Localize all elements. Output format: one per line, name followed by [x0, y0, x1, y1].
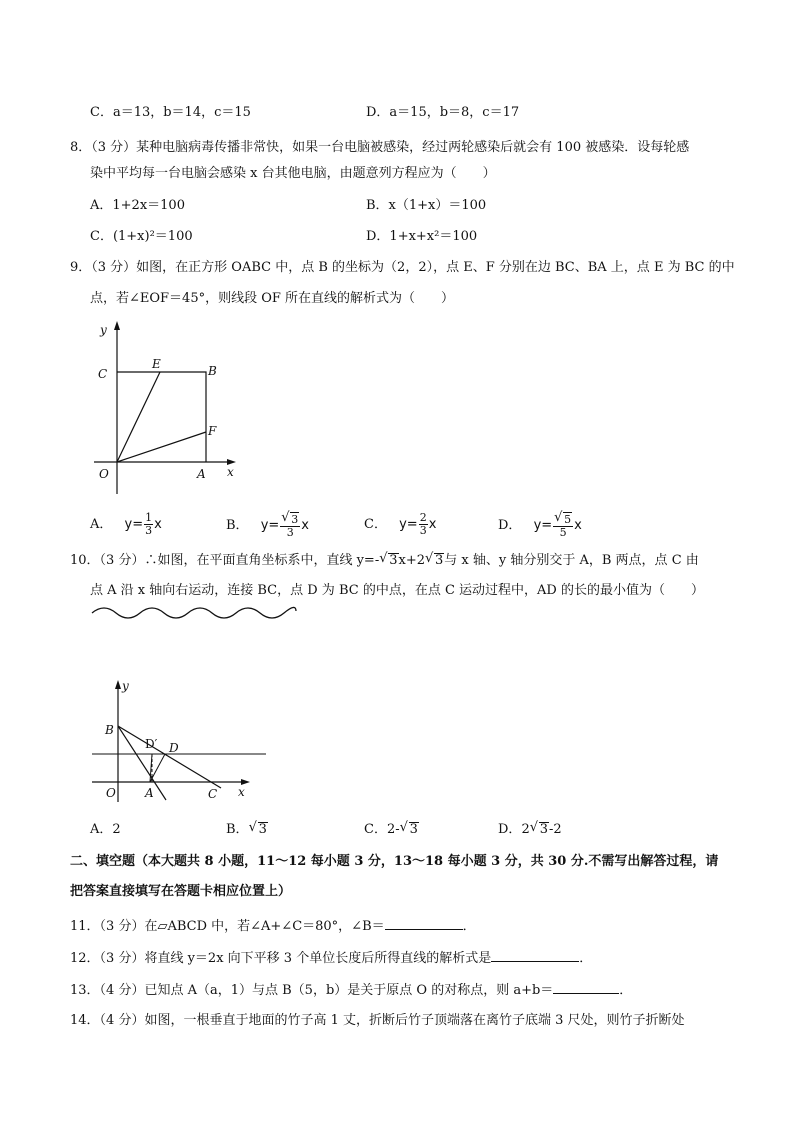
- q10-option-a: A．2: [90, 822, 121, 837]
- label-a: A: [197, 467, 206, 481]
- q13: 13．（4 分）已知点 A（a，1）与点 B（5，b）是关于原点 O 的对称点，则 a+b＝ ．: [70, 983, 633, 998]
- q8-stem-line1: 8．（3 分）某种电脑病毒传播非常快，如果一台电脑被感染，经过两轮感染后就会有 100 被感染．设每轮感: [70, 140, 690, 155]
- q8-option-a: A．1+2x＝100: [90, 198, 185, 213]
- wavy-line: [90, 603, 300, 623]
- q10-figure: [88, 674, 270, 806]
- q10-stem-line1: 10．（3 分）∴如图，在平面直角坐标系中，直线 y=-√ 3x+2√ 3与 x 轴、y 轴分别交于 A，B 两点，点 C 由: [70, 553, 699, 569]
- q11: 11．（3 分）在▱ABCD 中，若∠A+∠C＝80°，∠B＝ ．: [70, 919, 476, 934]
- q10-stem-line2: 点 A 沿 x 轴向右运动，连接 BC，点 D 为 BC 的中点，在点 C 运动过程中，AD 的长的最小值为（ ）: [90, 583, 704, 598]
- q7-option-d: D．a＝15，b＝8，c＝17: [366, 105, 520, 120]
- q9-stem-line2: 点，若∠EOF＝45°，则线段 OF 所在直线的解析式为（ ）: [90, 291, 455, 306]
- label-x: x: [227, 465, 234, 479]
- q11-answer-blank[interactable]: [385, 917, 463, 930]
- label-b: B: [208, 364, 217, 378]
- square-oabc: [117, 372, 206, 462]
- section2-heading-line1: 二、填空题（本大题共 8 小题，11～12 每小题 3 分，13～18 每小题 3 分，共 30 分.不需写出解答过程，请: [70, 854, 719, 869]
- label-o: O: [106, 786, 116, 800]
- segment-oe: [117, 372, 160, 462]
- q9-figure: [90, 318, 250, 500]
- q8-stem-line2: 染中平均每一台电脑会感染 x 台其他电脑，由题意列方程应为（ ）: [90, 166, 496, 181]
- label-y: y: [122, 679, 129, 693]
- y-axis-arrow-icon: [115, 680, 121, 689]
- segment-ad: [150, 754, 165, 782]
- label-x: x: [238, 785, 245, 799]
- label-c: C: [208, 787, 218, 801]
- label-y: y: [100, 323, 107, 337]
- q9-option-c: C． y= $\frac{2}{3}$ x: [364, 511, 437, 537]
- q8-option-b: B．x（1+x）＝100: [366, 198, 487, 213]
- line-bc: [118, 726, 221, 788]
- q8-option-c: C．(1+x)²＝100: [90, 229, 193, 244]
- label-f: F: [208, 424, 217, 438]
- q12: 12．（3 分）将直线 y＝2x 向下平移 3 个单位长度后所得直线的解析式是 ．: [70, 951, 593, 966]
- q10-option-c: C．2-√ 3: [364, 822, 419, 838]
- q10-option-b: B．√ 3: [226, 822, 268, 838]
- segment-of: [117, 432, 206, 462]
- q14-stem-line1: 14．（4 分）如图，一根垂直于地面的竹子高 1 丈，折断后竹子顶端落在离竹子底端 3 尺处，则竹子折断处: [70, 1013, 685, 1028]
- y-axis-arrow-icon: [114, 321, 120, 330]
- label-d-prime: D′: [145, 737, 158, 751]
- q9-stem-line1: 9．（3 分）如图，在正方形 OABC 中，点 B 的坐标为（2，2），点 E、F 分别在边 BC、BA 上，点 E 为 BC 的中: [70, 260, 735, 275]
- label-d: D: [169, 741, 179, 755]
- q13-answer-blank[interactable]: [553, 981, 619, 994]
- label-e: E: [152, 357, 161, 371]
- q10-option-d: D．2√ 3-2: [498, 822, 562, 838]
- label-b: B: [105, 723, 114, 737]
- label-c: C: [98, 367, 108, 381]
- section2-heading-line2: 把答案直接填写在答题卡相应位置上）: [70, 884, 292, 899]
- q9-option-a: A． y= $\frac{1}{3}$ x: [90, 511, 162, 537]
- line-ab: [118, 726, 166, 800]
- q7-option-c: C．a＝13，b＝14，c＝15: [90, 105, 251, 120]
- label-o: O: [99, 467, 109, 481]
- label-a: A: [145, 786, 154, 800]
- q9-option-d: D． y= √ $\frac{5}{5}$ x: [498, 512, 582, 539]
- q9-option-b: B． y= √ $\frac{3}{3}$ x: [226, 512, 309, 539]
- q8-option-d: D．1+x+x²＝100: [366, 229, 478, 244]
- q12-answer-blank[interactable]: [491, 949, 579, 962]
